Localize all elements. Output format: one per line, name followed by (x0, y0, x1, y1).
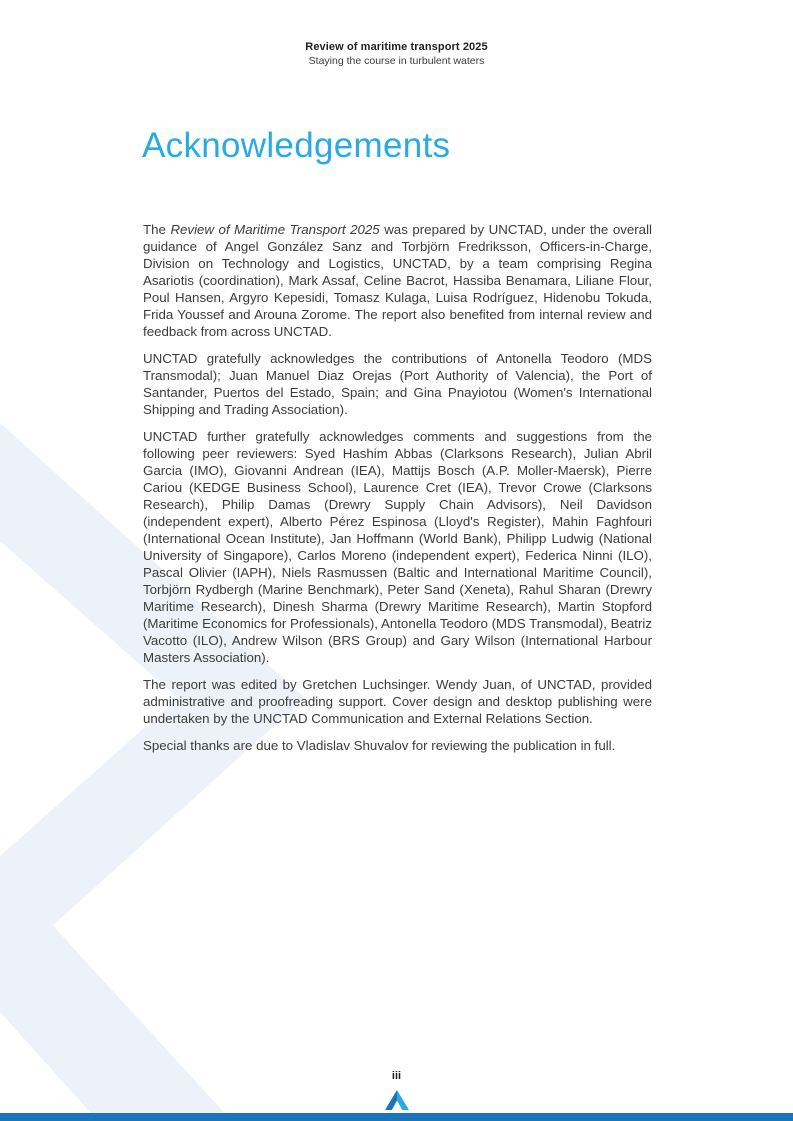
chevron-up-icon (385, 1090, 409, 1110)
report-header (0, 41, 793, 67)
unctad-arrow-logo (385, 1090, 409, 1110)
acknowledgements-body (143, 221, 652, 764)
footer-bar (0, 1113, 793, 1121)
page-number: iii (391, 1070, 402, 1082)
paragraph-4: The report was edited by Gretchen Luchsinger. Wendy Juan, of UNCTAD, provided administrative and proofreading support. Cover design and desktop publishing were undertaken by the UNCTAD Communication and External Relations Section. (143, 677, 652, 726)
page-title: Acknowledgements (142, 126, 451, 165)
paragraph-1-pre: The (143, 222, 171, 237)
report-title: Review of maritime transport 2025 (305, 41, 488, 53)
paragraph-1-report-title: Review of Maritime Transport 2025 (170, 222, 380, 237)
paragraph-2: UNCTAD gratefully acknowledges the contributions of Antonella Teodoro (MDS Transmodal); Juan Manuel Diaz Orejas (Port Authority of Valencia), the Port of Santander, Puertos del Estado, Spain; and Gina Pnayiotou (Women's International Shipping and Trading Association). (143, 351, 652, 417)
paragraph-3: UNCTAD further gratefully acknowledges comments and suggestions from the following peer reviewers: Syed Hashim Abbas (Clarksons Research), Julian Abril Garcia (IMO), Giovanni Andrean (IEA), Mattijs Bosch (A.P. Moller-Maersk), Pierre Cariou (KEDGE Business School), Laurence Cret (IEA), Trevor Crowe (Clarksons Research), Philip Damas (Drewry Supply Chain Advisors), Neil Davidson (independent expert), Alberto Pérez Espinosa (Lloyd's Register), Mahin Faghfouri (International Ocean Institute), Jan Hoffmann (World Bank), Philipp Ludwig (National University of Singapore), Carlos Moreno (independent expert), Federica Ninni (ILO), Pascal Olivier (IAPH), Niels Rasmussen (Baltic and International Maritime Council), Torbjörn Rydbergh (Marine Benchmark), Peter Sand (Xeneta), Rahul Sharan (Drewry Maritime Research), Dinesh Sharma (Drewry Maritime Research), Martin Stopford (Maritime Economics for Professionals), Antonella Teodoro (MDS Transmodal), Beatriz Vacotto (ILO), Andrew Wilson (BRS Group) and Gary Wilson (International Harbour Masters Association). (143, 429, 652, 665)
paragraph-1 (143, 221, 652, 340)
report-subtitle: Staying the course in turbulent waters (308, 55, 485, 67)
paragraph-5: Special thanks are due to Vladislav Shuvalov for reviewing the publication in full. (143, 738, 616, 753)
paragraph-1-rest: was prepared by UNCTAD, under the overall guidance of Angel González Sanz and Torbjörn Fredriksson, Officers-in-Charge, Division on Technology and Logistics, UNCTAD, by a team comprising Regina Asariotis (coordination), Mark Assaf, Celine Bacrot, Hassiba Benamara, Liliane Flour, Poul Hansen, Argyro Kepesidi, Tomasz Kulaga, Luisa Rodríguez, Hidenobu Tokuda, Frida Youssef and Arouna Zorome. The report also benefited from internal review and feedback from across UNCTAD. (143, 222, 652, 339)
